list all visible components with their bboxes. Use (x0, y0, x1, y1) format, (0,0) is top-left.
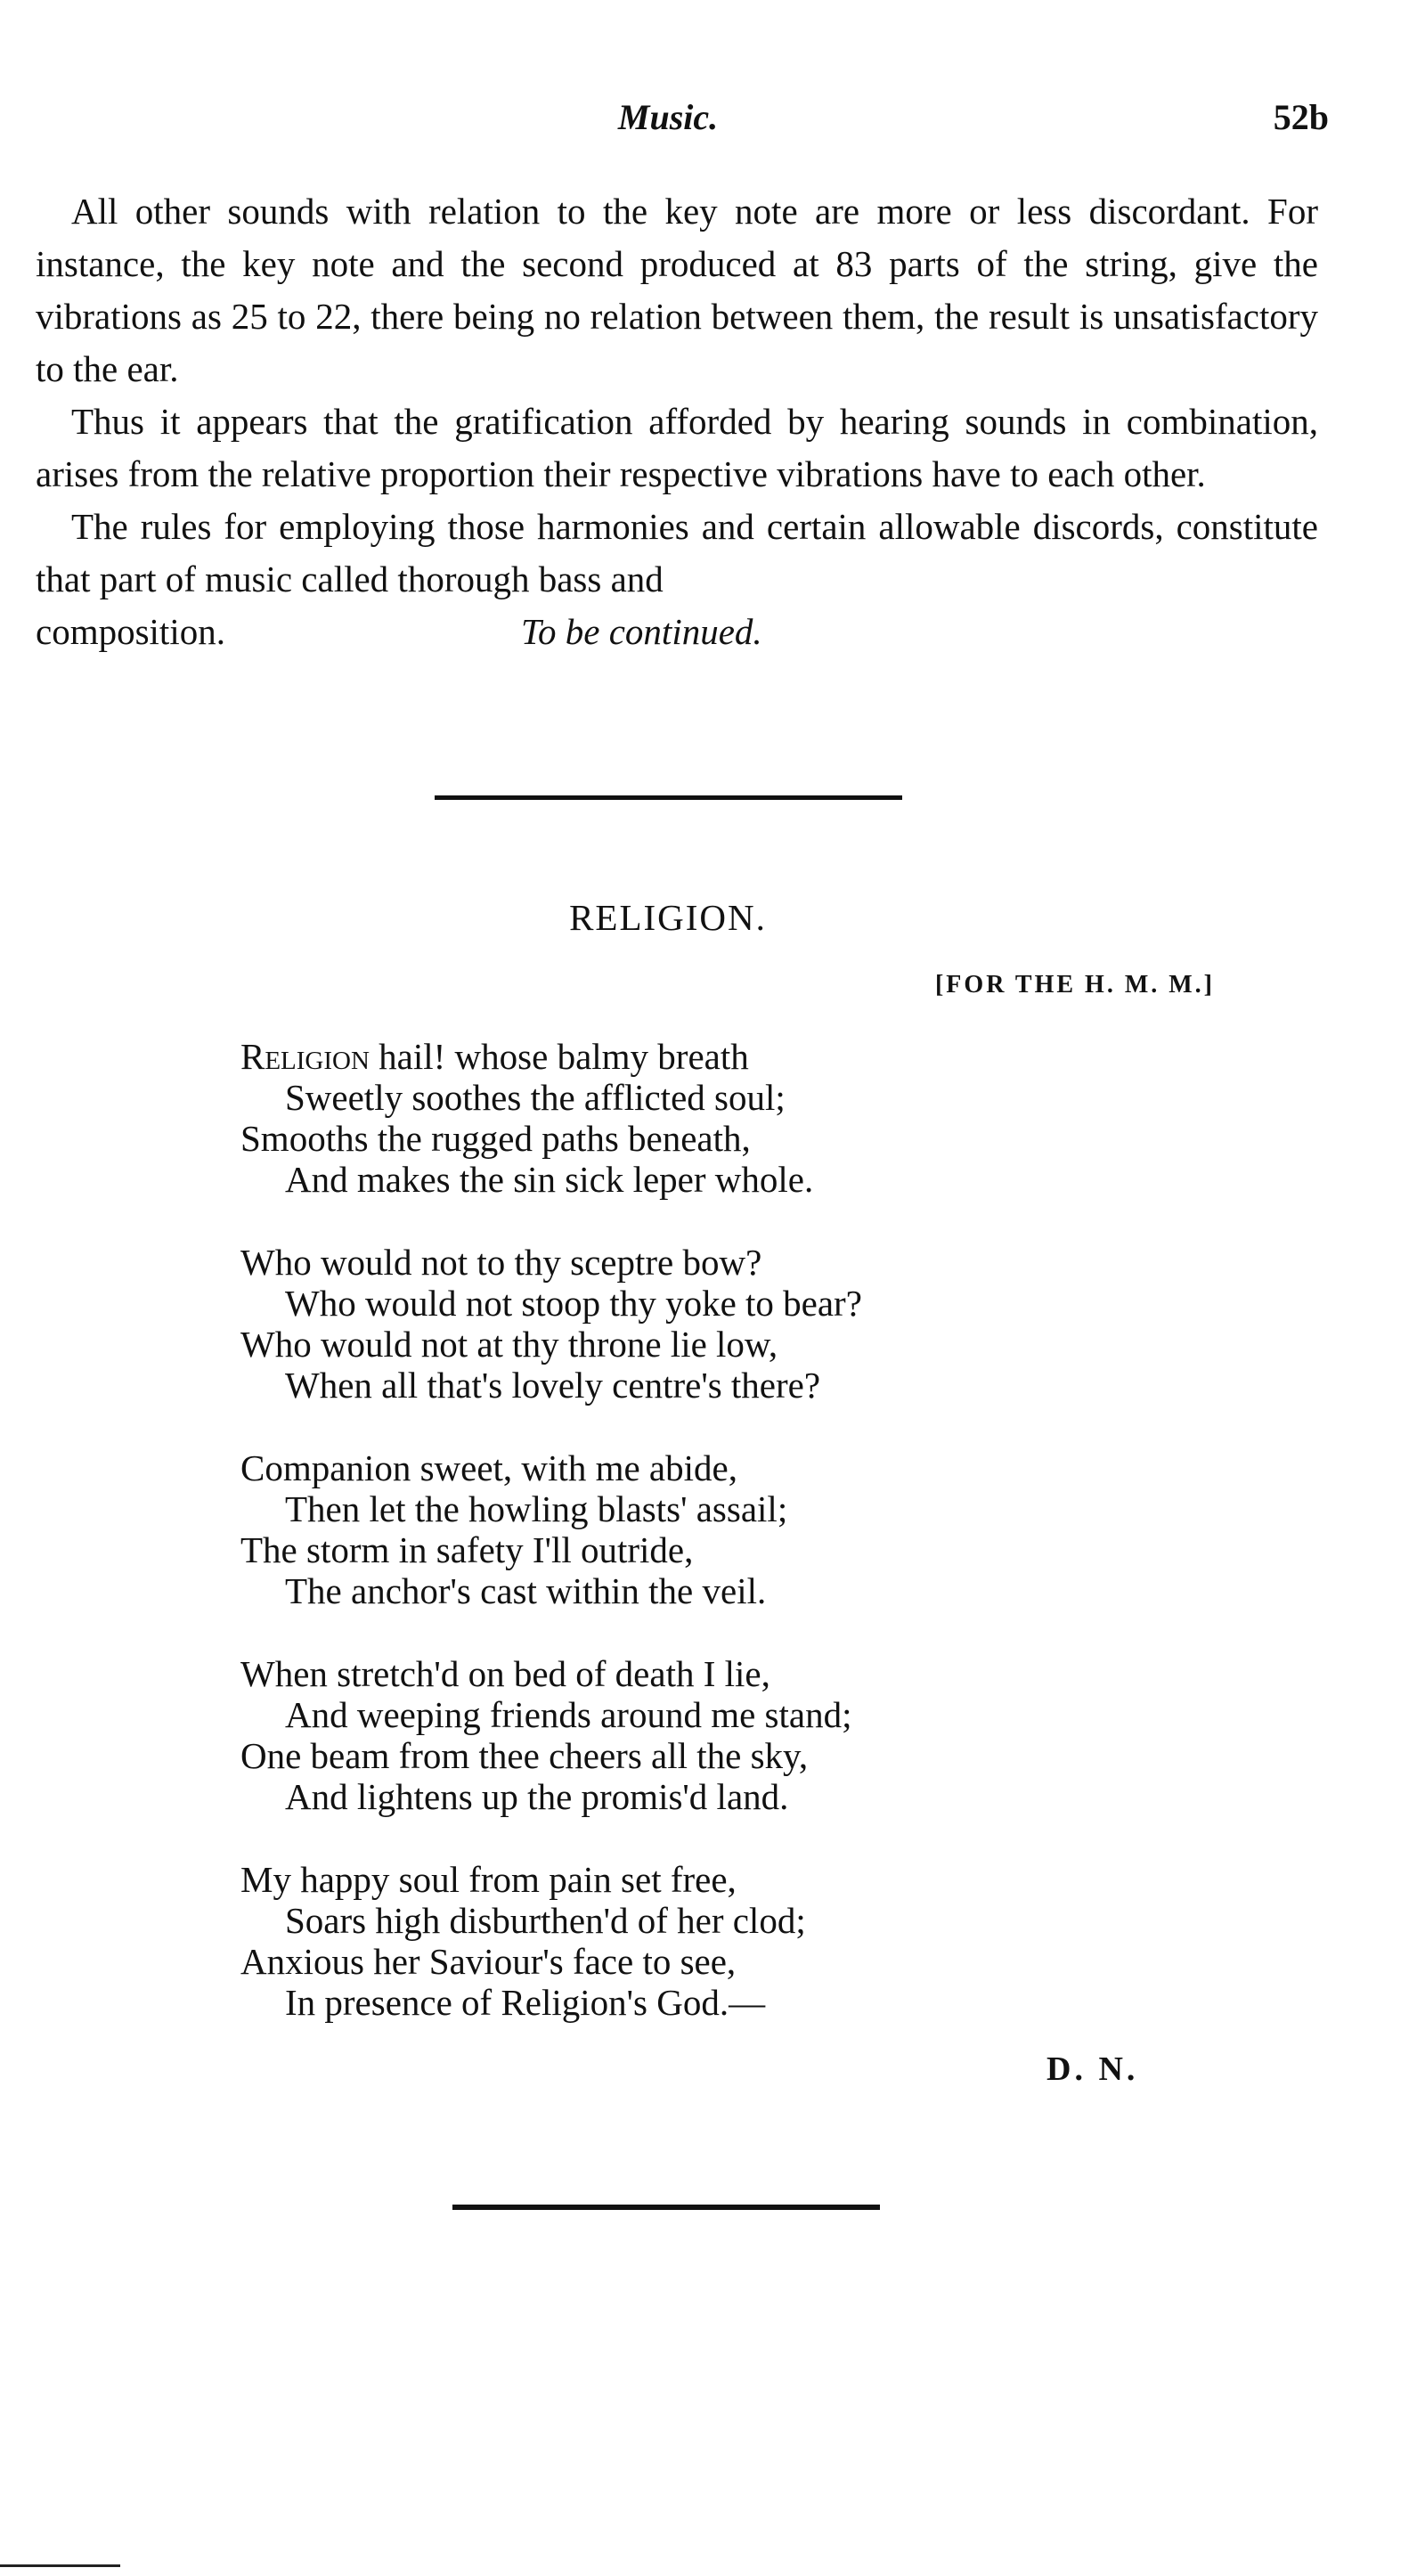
poem-line: And makes the sin sick leper whole. (285, 1159, 814, 1200)
paragraph: Thus it appears that the gratification afforded by hearing sounds in combination, arises from the relative proportion their respective vibrations have to each other. (36, 401, 1318, 494)
stanza (240, 1036, 1176, 1200)
poem-line: The anchor's cast within the veil. (285, 1570, 767, 1611)
poem-attribution: [FOR THE H. M. M.] (934, 971, 1215, 999)
poem-line: And weeping friends around me stand; (285, 1694, 852, 1735)
article-ending (36, 606, 1318, 658)
poem-line: Who would not stoop thy yoke to bear? (285, 1283, 862, 1324)
paragraph: All other sounds with relation to the key note are more or less discordant. For instance, the key note and the second produced at 83 parts of the string, give the vibrations as 25 to 22, there being no relation between them, the result is unsatisfactory to the ear. (36, 191, 1318, 389)
stanza (240, 1447, 1176, 1611)
poem-line: The storm in safety I'll outride, (240, 1529, 694, 1570)
poem-line: Then let the howling blasts' assail; (285, 1488, 788, 1529)
poem-body (240, 1036, 1176, 2065)
running-title: Music. (617, 97, 719, 137)
music-article-text (36, 185, 1318, 658)
stanza (240, 1653, 1176, 1817)
first-word: Religion (240, 1036, 370, 1077)
stanza (240, 1859, 1176, 2023)
last-word: composition. (36, 611, 225, 652)
first-line-rest: hail! whose balmy breath (369, 1036, 749, 1077)
paragraph: The rules for employing those harmonies and certain allowable discords, constitute that part of music called thorough bass and (36, 506, 1318, 599)
poem-line: Anxious her Saviour's face to see, (240, 1941, 737, 1982)
section-divider (452, 2205, 880, 2210)
poem-line: When all that's lovely centre's there? (285, 1365, 821, 1406)
poem-title: RELIGION. (569, 897, 767, 938)
poem-line: My happy soul from pain set free, (240, 1859, 737, 1900)
running-head (0, 96, 1425, 150)
stanza (240, 1242, 1176, 1406)
poem-line: When stretch'd on bed of death I lie, (240, 1653, 770, 1694)
poem-line: And lightens up the promis'd land. (285, 1776, 789, 1817)
poem-line: Smooths the rugged paths beneath, (240, 1118, 751, 1159)
poem-line: In presence of Religion's God.— (285, 1982, 766, 2023)
poem-line: Soars high disburthen'd of her clod; (285, 1900, 806, 1941)
poem-line: Companion sweet, with me abide, (240, 1447, 737, 1488)
poem-line (240, 1036, 1176, 1077)
poem-line: Sweetly soothes the afflicted soul; (285, 1077, 786, 1118)
scan-edge-mark (0, 2564, 120, 2567)
poem-line: Who would not to thy sceptre bow? (240, 1242, 762, 1283)
to-be-continued-note: To be continued. (521, 611, 762, 652)
poem-signature: D. N. (1046, 2050, 1139, 2088)
poem-line: Who would not at thy throne lie low, (240, 1324, 778, 1365)
section-divider (435, 795, 902, 800)
page-number: 52b (1273, 97, 1329, 137)
poem-line: One beam from thee cheers all the sky, (240, 1735, 809, 1776)
